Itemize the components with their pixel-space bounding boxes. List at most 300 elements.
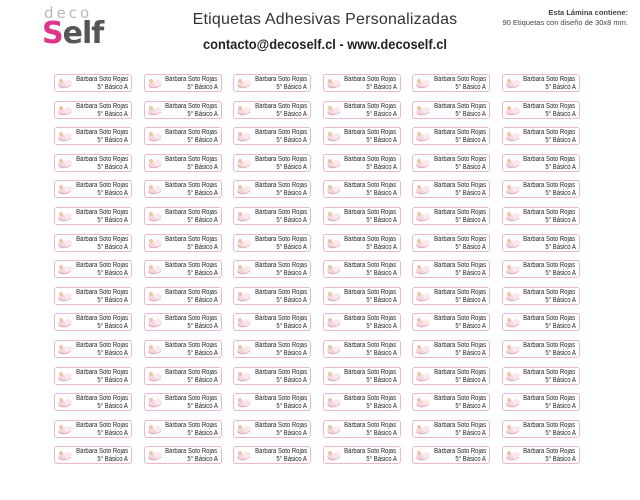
- sheet-info-line2: 90 Etiquetas con diseño de 30x8 mm.: [502, 18, 628, 27]
- label-name: Bárbara Soto Rojas: [523, 102, 576, 110]
- baby-shoes-icon: [415, 156, 431, 171]
- label-name: Bárbara Soto Rojas: [344, 209, 397, 216]
- baby-shoes-icon: [147, 448, 163, 463]
- name-label: [233, 207, 311, 225]
- name-label: [54, 287, 132, 305]
- baby-shoes-icon: [57, 103, 73, 118]
- label-name: Bárbara Soto Rojas: [344, 76, 397, 83]
- label-grade: 5° Básico A: [276, 163, 307, 171]
- baby-shoes-icon: [236, 289, 252, 304]
- label-name: Bárbara Soto Rojas: [344, 368, 397, 376]
- label-name: Bárbara Soto Rojas: [255, 235, 307, 243]
- label-name: Bárbara Soto Rojas: [344, 155, 397, 163]
- name-label: [323, 340, 401, 358]
- label-name: Bárbara Soto Rojas: [76, 76, 128, 83]
- label-grade: 5° Básico A: [366, 323, 397, 331]
- label-grade: 5° Básico A: [97, 163, 128, 171]
- name-label: [233, 313, 311, 331]
- label-grade: 5° Básico A: [545, 350, 576, 357]
- baby-shoes-icon: [505, 369, 521, 384]
- name-label: [502, 127, 580, 145]
- label-name: Bárbara Soto Rojas: [76, 288, 128, 296]
- label-grade: 5° Básico A: [97, 84, 128, 91]
- baby-shoes-icon: [236, 395, 252, 410]
- label-grade: 5° Básico A: [366, 296, 397, 304]
- label-name: Bárbara Soto Rojas: [434, 368, 486, 376]
- name-label: [502, 446, 580, 464]
- label-grade: 5° Básico A: [366, 110, 397, 118]
- label-name: Bárbara Soto Rojas: [255, 182, 307, 190]
- name-label: [233, 393, 311, 411]
- baby-shoes-icon: [147, 262, 163, 277]
- name-label: [144, 154, 222, 172]
- label-grade: 5° Básico A: [276, 323, 307, 331]
- label-name: Bárbara Soto Rojas: [434, 235, 486, 243]
- label-name: Bárbara Soto Rojas: [344, 421, 397, 429]
- baby-shoes-icon: [147, 342, 163, 357]
- name-label: [233, 367, 311, 385]
- label-name: Bárbara Soto Rojas: [523, 421, 576, 429]
- baby-shoes-icon: [505, 262, 521, 277]
- label-grade: 5° Básico A: [97, 429, 128, 437]
- name-label: [323, 287, 401, 305]
- label-name: Bárbara Soto Rojas: [255, 421, 307, 429]
- baby-shoes-icon: [57, 129, 73, 144]
- label-grade: 5° Básico A: [545, 190, 576, 198]
- label-name: Bárbara Soto Rojas: [344, 129, 397, 137]
- baby-shoes-icon: [415, 448, 431, 463]
- name-label: [54, 367, 132, 385]
- name-label: [412, 313, 490, 331]
- baby-shoes-icon: [326, 369, 342, 384]
- baby-shoes-icon: [505, 236, 521, 251]
- label-name: Bárbara Soto Rojas: [523, 395, 576, 403]
- baby-shoes-icon: [147, 236, 163, 251]
- baby-shoes-icon: [147, 103, 163, 118]
- name-label: [233, 260, 311, 278]
- label-name: Bárbara Soto Rojas: [523, 342, 576, 349]
- baby-shoes-icon: [326, 103, 342, 118]
- label-grade: 5° Básico A: [545, 217, 576, 224]
- baby-shoes-icon: [57, 315, 73, 330]
- name-label: [144, 74, 222, 92]
- baby-shoes-icon: [57, 422, 73, 437]
- label-name: Bárbara Soto Rojas: [76, 262, 128, 270]
- baby-shoes-icon: [326, 156, 342, 171]
- label-name: Bárbara Soto Rojas: [165, 235, 218, 243]
- name-label: [144, 127, 222, 145]
- label-grade: 5° Básico A: [276, 296, 307, 304]
- label-grade: 5° Básico A: [455, 350, 486, 357]
- contact-info: contacto@decoself.cl - www.decoself.cl: [202, 36, 447, 52]
- baby-shoes-icon: [505, 289, 521, 304]
- label-grade: 5° Básico A: [97, 137, 128, 145]
- name-label: [502, 234, 580, 252]
- label-name: Bárbara Soto Rojas: [165, 368, 218, 376]
- baby-shoes-icon: [236, 315, 252, 330]
- baby-shoes-icon: [326, 209, 342, 224]
- label-name: Bárbara Soto Rojas: [76, 395, 128, 403]
- label-grade: 5° Básico A: [276, 84, 307, 91]
- name-label: [323, 74, 401, 92]
- name-label: [233, 287, 311, 305]
- label-name: Bárbara Soto Rojas: [76, 368, 128, 376]
- label-grade: 5° Básico A: [455, 429, 486, 437]
- label-grade: 5° Básico A: [276, 403, 307, 411]
- label-grade: 5° Básico A: [455, 243, 486, 251]
- label-grade: 5° Básico A: [276, 190, 307, 198]
- label-name: Bárbara Soto Rojas: [255, 315, 307, 323]
- label-grade: 5° Básico A: [455, 190, 486, 198]
- baby-shoes-icon: [415, 129, 431, 144]
- label-grade: 5° Básico A: [545, 429, 576, 437]
- baby-shoes-icon: [415, 422, 431, 437]
- label-name: Bárbara Soto Rojas: [255, 155, 307, 163]
- name-label: [144, 287, 222, 305]
- name-label: [54, 340, 132, 358]
- label-grade: 5° Básico A: [97, 217, 128, 224]
- label-grade: 5° Básico A: [545, 84, 576, 91]
- label-grade: 5° Básico A: [97, 456, 128, 464]
- label-name: Bárbara Soto Rojas: [76, 315, 128, 323]
- label-name: Bárbara Soto Rojas: [76, 209, 128, 216]
- name-label: [323, 180, 401, 198]
- label-name: Bárbara Soto Rojas: [523, 368, 576, 376]
- baby-shoes-icon: [147, 209, 163, 224]
- name-label: [323, 260, 401, 278]
- name-label: [54, 101, 132, 119]
- name-label: [233, 101, 311, 119]
- baby-shoes-icon: [236, 129, 252, 144]
- name-label: [412, 446, 490, 464]
- label-name: Bárbara Soto Rojas: [434, 182, 486, 190]
- label-grade: 5° Básico A: [97, 403, 128, 411]
- baby-shoes-icon: [415, 395, 431, 410]
- label-name: Bárbara Soto Rojas: [523, 262, 576, 270]
- label-name: Bárbara Soto Rojas: [165, 129, 218, 137]
- baby-shoes-icon: [415, 369, 431, 384]
- name-label: [54, 393, 132, 411]
- name-label: [233, 154, 311, 172]
- baby-shoes-icon: [505, 103, 521, 118]
- baby-shoes-icon: [236, 209, 252, 224]
- label-name: Bárbara Soto Rojas: [255, 395, 307, 403]
- label-name: Bárbara Soto Rojas: [434, 288, 486, 296]
- label-name: Bárbara Soto Rojas: [255, 368, 307, 376]
- label-name: Bárbara Soto Rojas: [76, 129, 128, 137]
- baby-shoes-icon: [505, 422, 521, 437]
- baby-shoes-icon: [505, 342, 521, 357]
- label-name: Bárbara Soto Rojas: [434, 315, 486, 323]
- name-label: [144, 340, 222, 358]
- name-label: [502, 260, 580, 278]
- label-grade: 5° Básico A: [276, 137, 307, 145]
- baby-shoes-icon: [147, 76, 163, 91]
- label-name: Bárbara Soto Rojas: [523, 155, 576, 163]
- name-label: [502, 101, 580, 119]
- baby-shoes-icon: [505, 182, 521, 197]
- name-label: [54, 180, 132, 198]
- label-grade: 5° Básico A: [187, 243, 218, 251]
- label-grade: 5° Básico A: [545, 456, 576, 464]
- label-grade: 5° Básico A: [276, 217, 307, 224]
- name-label: [323, 367, 401, 385]
- name-label: [144, 234, 222, 252]
- baby-shoes-icon: [147, 395, 163, 410]
- baby-shoes-icon: [415, 262, 431, 277]
- label-sheet: [54, 74, 594, 474]
- name-label: [144, 420, 222, 438]
- label-name: Bárbara Soto Rojas: [434, 76, 486, 83]
- name-label: [144, 313, 222, 331]
- label-grade: 5° Básico A: [545, 376, 576, 384]
- name-label: [54, 234, 132, 252]
- baby-shoes-icon: [57, 369, 73, 384]
- label-name: Bárbara Soto Rojas: [523, 182, 576, 190]
- baby-shoes-icon: [505, 448, 521, 463]
- label-name: Bárbara Soto Rojas: [165, 288, 218, 296]
- name-label: [412, 74, 490, 92]
- label-grade: 5° Básico A: [276, 429, 307, 437]
- name-label: [54, 260, 132, 278]
- baby-shoes-icon: [236, 236, 252, 251]
- label-grade: 5° Básico A: [455, 217, 486, 224]
- baby-shoes-icon: [57, 236, 73, 251]
- label-name: Bárbara Soto Rojas: [76, 342, 128, 349]
- label-grade: 5° Básico A: [187, 190, 218, 198]
- label-grade: 5° Básico A: [366, 137, 397, 145]
- label-grade: 5° Básico A: [545, 137, 576, 145]
- label-name: Bárbara Soto Rojas: [255, 76, 307, 83]
- label-name: Bárbara Soto Rojas: [255, 129, 307, 137]
- label-grade: 5° Básico A: [97, 190, 128, 198]
- sheet-info-line1: Esta Lámina contiene:: [548, 8, 628, 17]
- label-name: Bárbara Soto Rojas: [165, 315, 218, 323]
- name-label: [54, 313, 132, 331]
- label-grade: 5° Básico A: [187, 270, 218, 278]
- name-label: [412, 287, 490, 305]
- baby-shoes-icon: [57, 156, 73, 171]
- label-grade: 5° Básico A: [276, 456, 307, 464]
- name-label: [412, 101, 490, 119]
- label-name: Bárbara Soto Rojas: [523, 448, 576, 456]
- name-label: [502, 154, 580, 172]
- name-label: [233, 446, 311, 464]
- name-label: [144, 101, 222, 119]
- baby-shoes-icon: [505, 76, 521, 91]
- name-label: [233, 127, 311, 145]
- baby-shoes-icon: [57, 448, 73, 463]
- name-label: [502, 420, 580, 438]
- baby-shoes-icon: [236, 422, 252, 437]
- name-label: [502, 74, 580, 92]
- label-grade: 5° Básico A: [187, 217, 218, 224]
- label-grade: 5° Básico A: [455, 403, 486, 411]
- label-name: Bárbara Soto Rojas: [434, 129, 486, 137]
- baby-shoes-icon: [326, 395, 342, 410]
- label-name: Bárbara Soto Rojas: [165, 76, 218, 83]
- label-name: Bárbara Soto Rojas: [344, 448, 397, 456]
- label-name: Bárbara Soto Rojas: [165, 448, 218, 456]
- header: [180, 11, 470, 52]
- baby-shoes-icon: [57, 182, 73, 197]
- label-name: Bárbara Soto Rojas: [344, 182, 397, 190]
- label-name: Bárbara Soto Rojas: [76, 102, 128, 110]
- label-grade: 5° Básico A: [455, 110, 486, 118]
- logo-deco-text: deco: [44, 4, 93, 22]
- name-label: [144, 446, 222, 464]
- name-label: [323, 420, 401, 438]
- baby-shoes-icon: [236, 103, 252, 118]
- label-name: Bárbara Soto Rojas: [434, 395, 486, 403]
- name-label: [233, 340, 311, 358]
- baby-shoes-icon: [326, 182, 342, 197]
- label-name: Bárbara Soto Rojas: [165, 155, 218, 163]
- label-name: Bárbara Soto Rojas: [344, 315, 397, 323]
- sheet-info: [503, 8, 629, 28]
- baby-shoes-icon: [57, 289, 73, 304]
- name-label: [323, 393, 401, 411]
- label-grade: 5° Básico A: [276, 350, 307, 357]
- baby-shoes-icon: [326, 422, 342, 437]
- name-label: [323, 154, 401, 172]
- baby-shoes-icon: [415, 209, 431, 224]
- name-label: [412, 207, 490, 225]
- label-grade: 5° Básico A: [545, 403, 576, 411]
- label-name: Bárbara Soto Rojas: [255, 448, 307, 456]
- label-grade: 5° Básico A: [455, 137, 486, 145]
- name-label: [412, 393, 490, 411]
- baby-shoes-icon: [236, 182, 252, 197]
- label-grade: 5° Básico A: [97, 296, 128, 304]
- label-name: Bárbara Soto Rojas: [434, 421, 486, 429]
- label-name: Bárbara Soto Rojas: [523, 315, 576, 323]
- name-label: [323, 313, 401, 331]
- label-grade: 5° Básico A: [276, 243, 307, 251]
- baby-shoes-icon: [147, 422, 163, 437]
- label-grade: 5° Básico A: [97, 110, 128, 118]
- baby-shoes-icon: [505, 209, 521, 224]
- baby-shoes-icon: [236, 262, 252, 277]
- baby-shoes-icon: [57, 209, 73, 224]
- label-grade: 5° Básico A: [366, 403, 397, 411]
- baby-shoes-icon: [415, 342, 431, 357]
- label-grade: 5° Básico A: [455, 376, 486, 384]
- baby-shoes-icon: [415, 236, 431, 251]
- label-grade: 5° Básico A: [545, 296, 576, 304]
- name-label: [323, 101, 401, 119]
- label-grade: 5° Básico A: [455, 296, 486, 304]
- baby-shoes-icon: [415, 182, 431, 197]
- label-name: Bárbara Soto Rojas: [165, 395, 218, 403]
- baby-shoes-icon: [326, 289, 342, 304]
- baby-shoes-icon: [415, 103, 431, 118]
- label-grade: 5° Básico A: [366, 163, 397, 171]
- baby-shoes-icon: [505, 315, 521, 330]
- name-label: [502, 287, 580, 305]
- name-label: [233, 74, 311, 92]
- label-grade: 5° Básico A: [97, 350, 128, 357]
- baby-shoes-icon: [505, 395, 521, 410]
- baby-shoes-icon: [147, 129, 163, 144]
- name-label: [412, 180, 490, 198]
- label-grade: 5° Básico A: [366, 243, 397, 251]
- label-name: Bárbara Soto Rojas: [165, 209, 218, 216]
- label-name: Bárbara Soto Rojas: [434, 262, 486, 270]
- label-name: Bárbara Soto Rojas: [523, 129, 576, 137]
- label-grade: 5° Básico A: [545, 163, 576, 171]
- label-grade: 5° Básico A: [187, 110, 218, 118]
- baby-shoes-icon: [236, 342, 252, 357]
- label-name: Bárbara Soto Rojas: [255, 342, 307, 349]
- label-name: Bárbara Soto Rojas: [165, 182, 218, 190]
- label-grade: 5° Básico A: [187, 84, 218, 91]
- baby-shoes-icon: [147, 315, 163, 330]
- baby-shoes-icon: [236, 448, 252, 463]
- label-grade: 5° Básico A: [366, 456, 397, 464]
- baby-shoes-icon: [326, 448, 342, 463]
- baby-shoes-icon: [147, 156, 163, 171]
- baby-shoes-icon: [415, 289, 431, 304]
- page-title: Etiquetas Adhesivas Personalizadas: [192, 11, 458, 28]
- label-grade: 5° Básico A: [276, 376, 307, 384]
- name-label: [502, 180, 580, 198]
- label-name: Bárbara Soto Rojas: [434, 209, 486, 216]
- name-label: [412, 420, 490, 438]
- name-label: [323, 446, 401, 464]
- label-grade: 5° Básico A: [366, 190, 397, 198]
- name-label: [144, 260, 222, 278]
- label-grade: 5° Básico A: [455, 323, 486, 331]
- label-grade: 5° Básico A: [187, 456, 218, 464]
- label-name: Bárbara Soto Rojas: [344, 235, 397, 243]
- label-grade: 5° Básico A: [366, 84, 397, 91]
- label-grade: 5° Básico A: [276, 270, 307, 278]
- label-grade: 5° Básico A: [366, 270, 397, 278]
- label-name: Bárbara Soto Rojas: [76, 155, 128, 163]
- label-grade: 5° Básico A: [187, 403, 218, 411]
- label-name: Bárbara Soto Rojas: [344, 342, 397, 349]
- label-grade: 5° Básico A: [187, 296, 218, 304]
- name-label: [233, 180, 311, 198]
- name-label: [233, 234, 311, 252]
- baby-shoes-icon: [147, 182, 163, 197]
- baby-shoes-icon: [326, 262, 342, 277]
- label-grade: 5° Básico A: [187, 376, 218, 384]
- label-grade: 5° Básico A: [455, 163, 486, 171]
- baby-shoes-icon: [236, 156, 252, 171]
- label-name: Bárbara Soto Rojas: [165, 102, 218, 110]
- label-grade: 5° Básico A: [187, 323, 218, 331]
- name-label: [323, 127, 401, 145]
- baby-shoes-icon: [326, 315, 342, 330]
- label-grade: 5° Básico A: [97, 323, 128, 331]
- name-label: [54, 154, 132, 172]
- name-label: [502, 367, 580, 385]
- label-grade: 5° Básico A: [97, 376, 128, 384]
- name-label: [412, 127, 490, 145]
- label-grade: 5° Básico A: [276, 110, 307, 118]
- label-name: Bárbara Soto Rojas: [434, 155, 486, 163]
- label-grade: 5° Básico A: [97, 243, 128, 251]
- baby-shoes-icon: [57, 76, 73, 91]
- label-grade: 5° Básico A: [545, 110, 576, 118]
- name-label: [323, 234, 401, 252]
- baby-shoes-icon: [505, 156, 521, 171]
- name-label: [54, 74, 132, 92]
- label-name: Bárbara Soto Rojas: [165, 262, 218, 270]
- label-name: Bárbara Soto Rojas: [344, 102, 397, 110]
